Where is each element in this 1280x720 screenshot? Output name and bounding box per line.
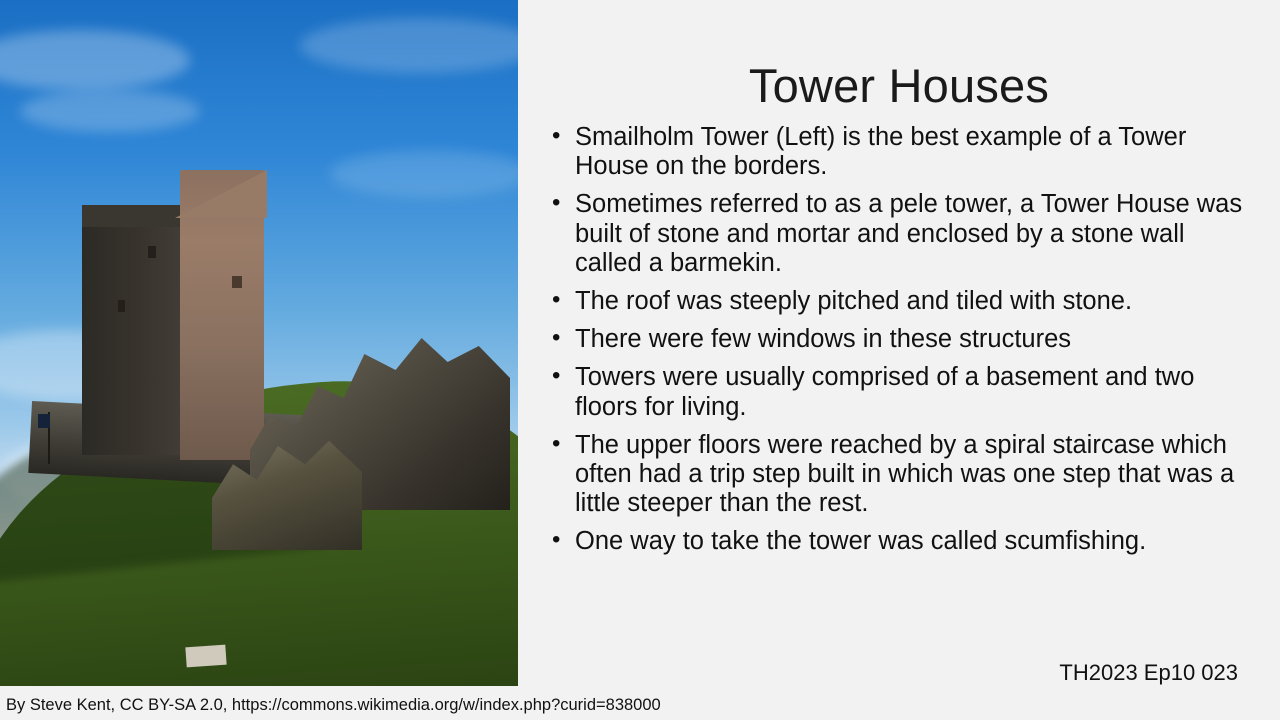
tower-window	[118, 300, 125, 312]
image-credit: By Steve Kent, CC BY-SA 2.0, https://commons.wikimedia.org/w/index.php?curid=838000	[6, 696, 661, 714]
stone-marker	[185, 645, 226, 668]
cloud-shape	[20, 90, 200, 132]
list-item: • The upper floors were reached by a spiral staircase which often had a trip step built in which was one step that was a little steeper than the rest.	[548, 431, 1252, 519]
list-item: • Smailholm Tower (Left) is the best example of a Tower House on the borders.	[548, 123, 1252, 181]
bullet-list	[518, 123, 1280, 556]
cloud-shape	[0, 30, 190, 90]
slide-photo	[0, 0, 518, 686]
list-item: • There were few windows in these structures	[548, 325, 1252, 354]
tower-window	[232, 276, 242, 288]
cloud-shape	[330, 150, 518, 198]
slide-code: TH2023 Ep10 023	[1059, 660, 1238, 685]
list-item: • The roof was steeply pitched and tiled with stone.	[548, 287, 1252, 316]
flag	[38, 414, 50, 428]
slide-content	[518, 0, 1280, 686]
page-title: Tower Houses	[748, 59, 1050, 112]
list-item: • One way to take the tower was called scumfishing.	[548, 527, 1252, 556]
list-item: • Sometimes referred to as a pele tower, a Tower House was built of stone and mortar and enclosed by a stone wall called a barmekin.	[548, 190, 1252, 278]
cloud-shape	[300, 18, 518, 73]
caption-bar	[0, 686, 1280, 720]
tower-window	[148, 246, 156, 258]
tower-parapet	[82, 205, 182, 227]
list-item: • Towers were usually comprised of a basement and two floors for living.	[548, 363, 1252, 421]
